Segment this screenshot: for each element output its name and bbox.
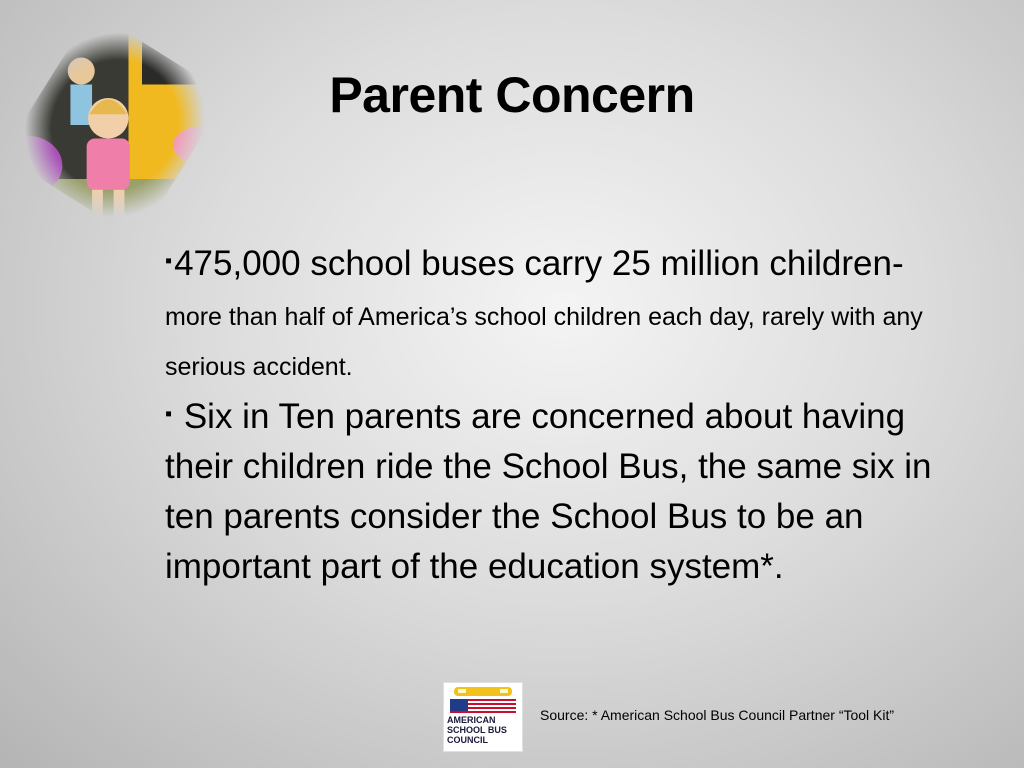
logo-line: SCHOOL BUS: [447, 725, 507, 735]
photo-illustration: [2, 17, 228, 233]
logo-line: COUNCIL: [447, 735, 488, 745]
logo-line: AMERICAN: [447, 715, 496, 725]
slide-body: [165, 236, 945, 592]
bullet-item: [165, 389, 945, 592]
bullet-square-icon: ▪: [165, 250, 173, 272]
school-bus-flag-icon: [448, 686, 518, 716]
bullet-square-icon: ▪: [165, 403, 173, 425]
children-school-bus-photo: [2, 11, 228, 240]
source-citation: Source: * American School Bus Council Partner “Tool Kit”: [540, 707, 895, 723]
bullet-main-text: Six in Ten parents are concerned about having their children ride the School Bus, the same six in ten parents consider the School Bus to be an important part of the education system*.: [165, 397, 932, 586]
logo-wordmark: [447, 715, 521, 745]
bullet-item: [165, 236, 945, 389]
bullet-main-text: 475,000 school buses carry 25 million children-: [174, 244, 904, 283]
bullet-detail-text: more than half of America’s school children each day, rarely with any serious accident.: [165, 303, 923, 381]
american-school-bus-council-logo: [443, 682, 523, 752]
slide-title: Parent Concern: [329, 67, 695, 123]
